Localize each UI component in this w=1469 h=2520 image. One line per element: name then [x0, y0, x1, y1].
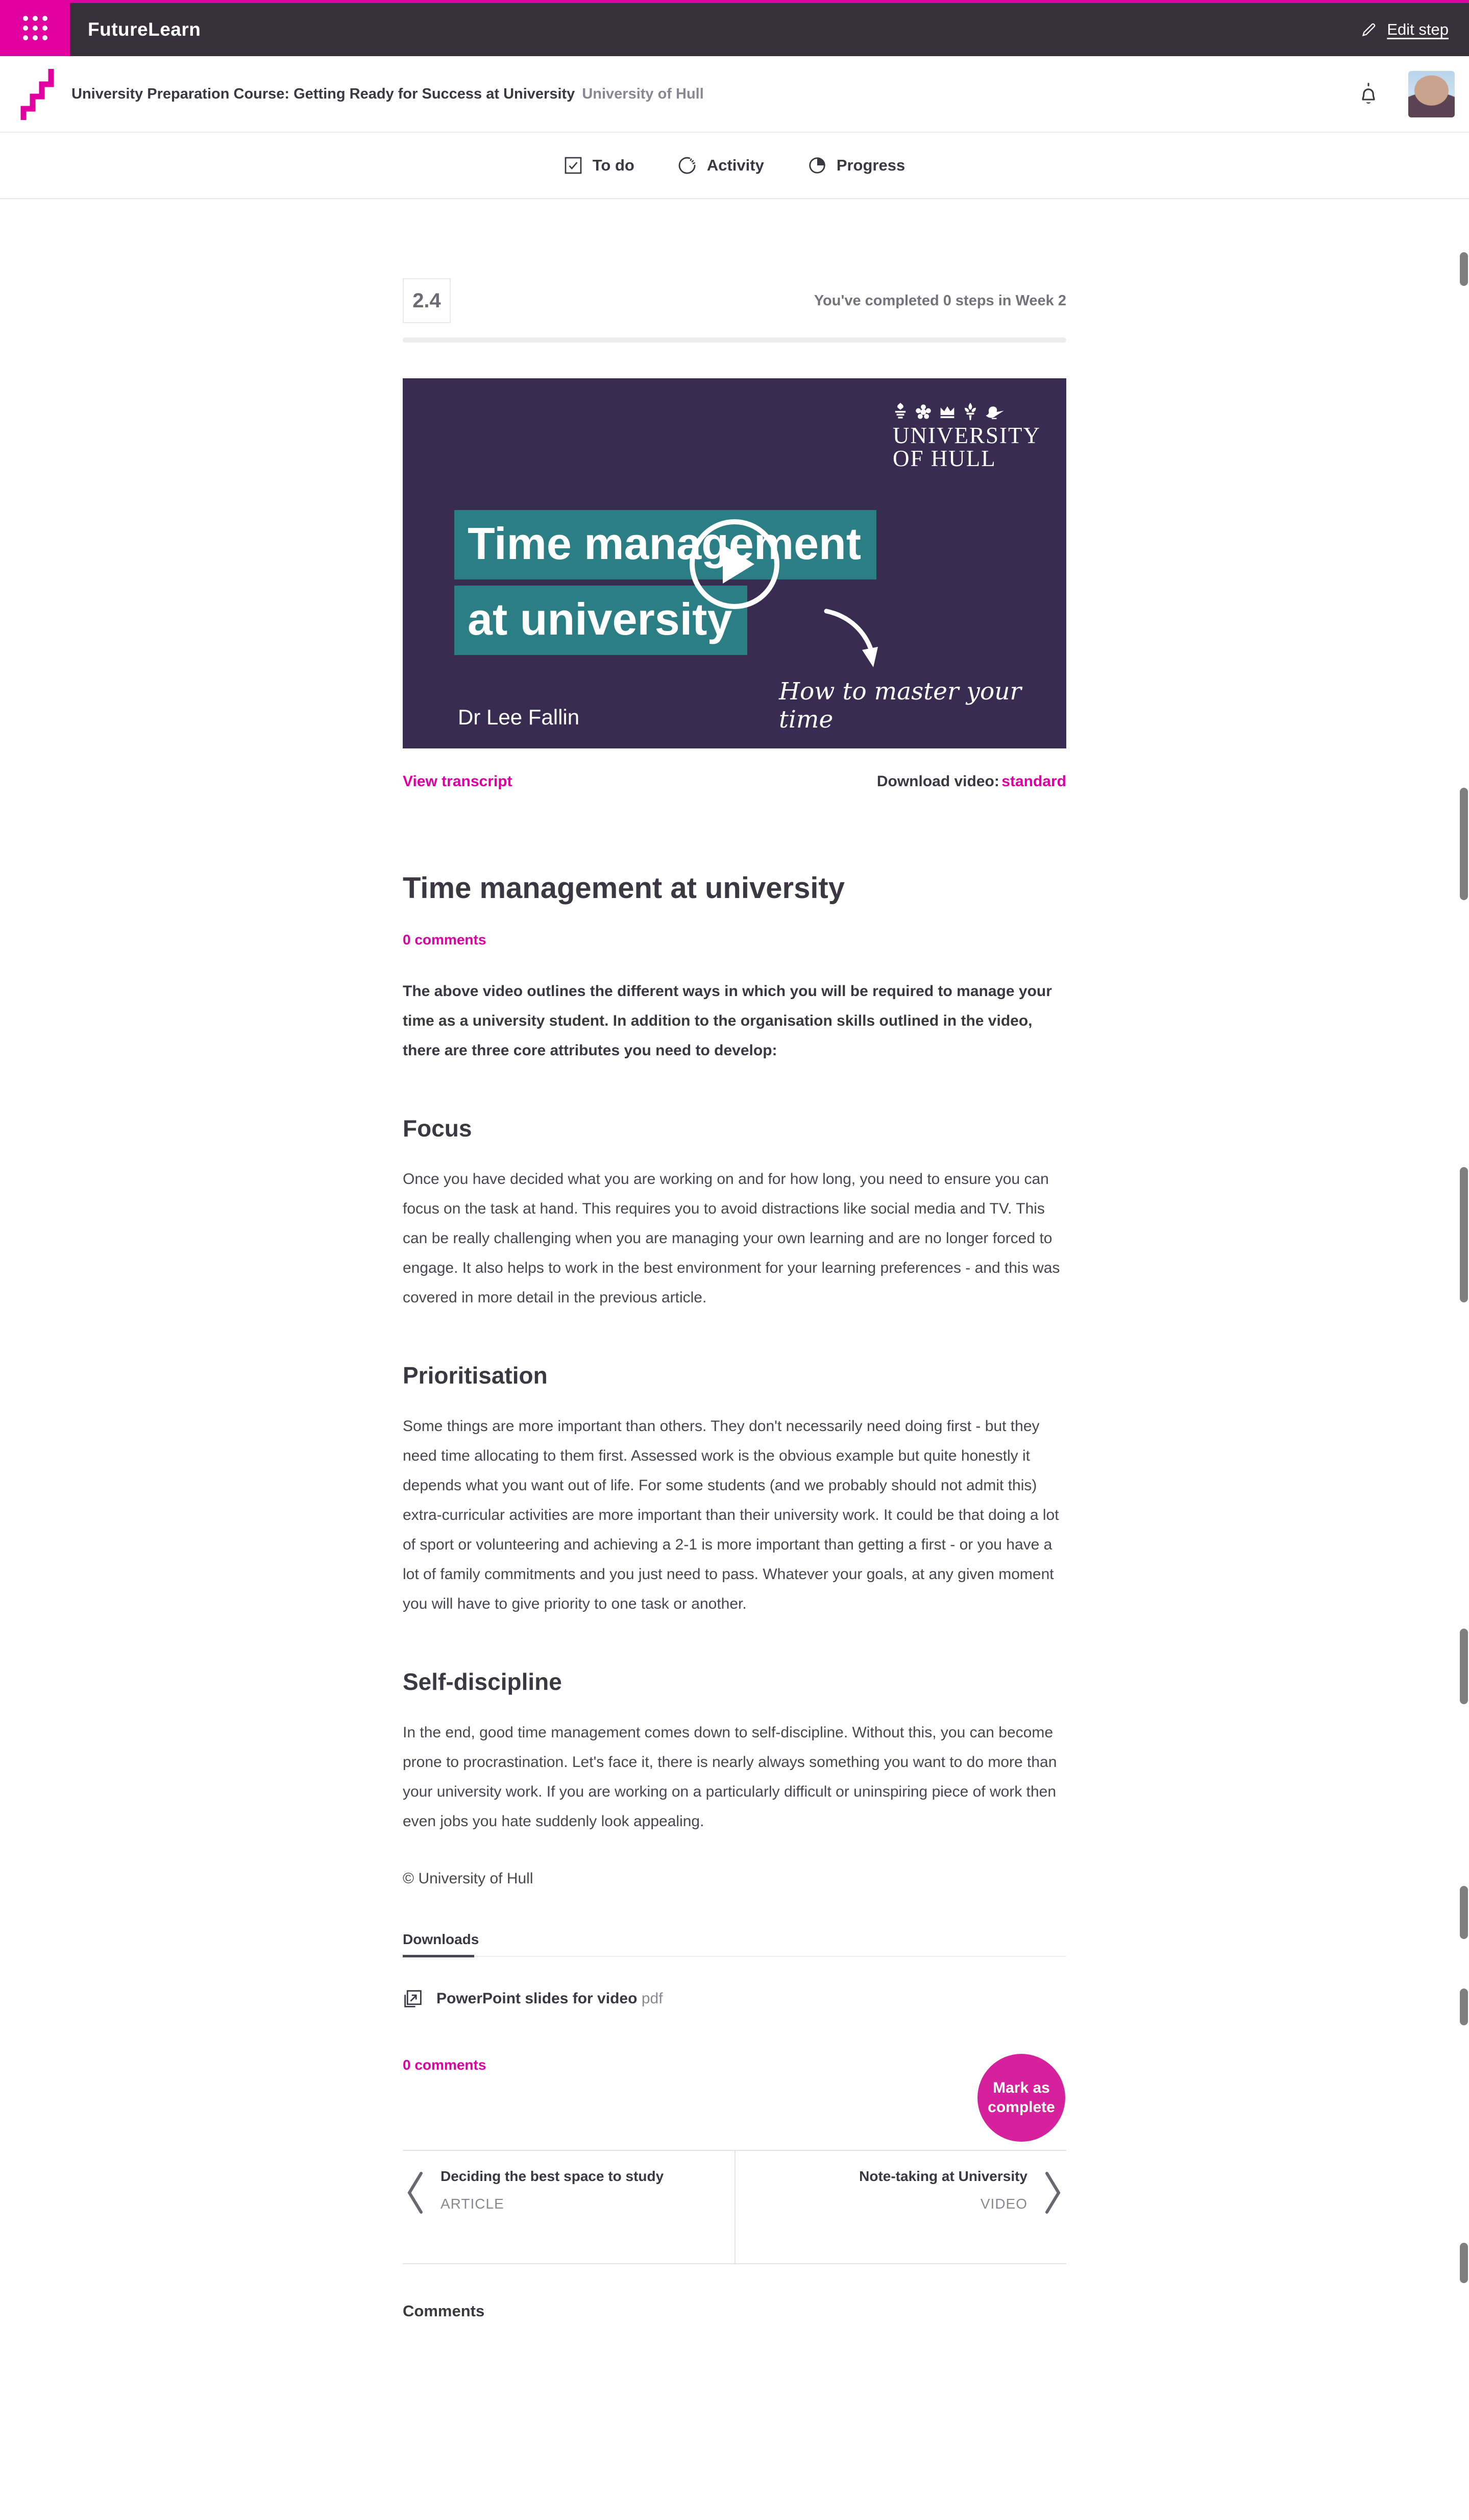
- section-body-focus: Once you have decided what you are working on and for how long, you need to ensure you can focus on the task at hand. This requires you to avoid distractions like social media and TV. This can be really challenging when you are managing your own learning and are no longer forced to engage. It also helps to work in the best environment for your learning preferences - and this was covered in more detail in the previous article.: [403, 1171, 1060, 1306]
- previous-step-link[interactable]: [403, 2151, 734, 2263]
- downloads-heading: Downloads: [403, 1931, 479, 1947]
- download-item-label: PowerPoint slides for video: [436, 1990, 638, 2007]
- hull-crest: [893, 400, 1041, 420]
- section-body-prioritisation: Some things are more important than others. They don't necessarily need doing first - but they need time allocating to them first. Assessed work is the obvious example but quite honestly it depends what you want out of life. For some students (and we probably should not admit this) extra-curricular activities are more important than their university work. It could be that doing a lot of sport or volunteering and achieving a 2-1 is more important than getting a first - or you have a lot of family commitments and you just need to pass. Whatever your goals, at any given moment you will have to give priority to one task or another.: [403, 1418, 1059, 1612]
- hull-logo-line2: OF HULL: [893, 446, 996, 471]
- week-progress-text: You've completed 0 steps in Week 2: [814, 292, 1066, 309]
- futurelearn-wordmark[interactable]: FutureLearn: [88, 19, 201, 40]
- step-tabs: [0, 133, 1469, 199]
- crown-icon: [939, 405, 956, 420]
- next-step-link[interactable]: [734, 2151, 1066, 2263]
- curved-arrow-icon: [822, 607, 889, 673]
- app-launcher-button[interactable]: [0, 0, 70, 56]
- scrollbar-thumb[interactable]: [1460, 788, 1468, 900]
- step-number-badge: 2.4: [403, 278, 451, 323]
- scrollbar-thumb[interactable]: [1460, 2243, 1468, 2283]
- next-step-title: Note-taking at University: [859, 2168, 1027, 2184]
- bird-icon: [985, 405, 1005, 420]
- previous-step-type: ARTICLE: [440, 2196, 504, 2212]
- section-body-self-discipline: In the end, good time management comes down to self-discipline. Without this, you can become prone to procrastination. Let's face it, there is nearly always something you want to do more than your university work. If you are working on a particularly difficult or uninspiring piece of work then even jobs you hate suddenly look appealing.: [403, 1724, 1057, 1830]
- step-pagination: [403, 2150, 1066, 2264]
- completion-row: [403, 2057, 1066, 2148]
- chevron-right-icon: [1044, 2171, 1062, 2214]
- scrollbar-thumb[interactable]: [1460, 1886, 1468, 1939]
- comments-count-link[interactable]: 0 comments: [403, 932, 486, 948]
- todo-checkbox-icon: [564, 156, 582, 175]
- futurelearn-steps-logo: [20, 68, 57, 120]
- comments-count-link-bottom[interactable]: 0 comments: [403, 2057, 486, 2073]
- course-header: [0, 56, 1469, 133]
- copyright-notice: © University of Hull: [403, 1870, 533, 1887]
- section-heading-focus: Focus: [403, 1115, 472, 1142]
- university-of-hull-logo: [893, 400, 1041, 470]
- pencil-icon: [1360, 21, 1378, 38]
- download-item-powerpoint[interactable]: [403, 1989, 1066, 2009]
- scrollbar-thumb[interactable]: [1460, 252, 1468, 286]
- tab-progress[interactable]: Progress: [808, 156, 905, 175]
- video-title-block: [454, 510, 876, 655]
- section-heading-prioritisation: Prioritisation: [403, 1362, 548, 1389]
- scrollbar-thumb[interactable]: [1460, 1167, 1468, 1302]
- video-links-row: [403, 773, 1066, 790]
- mark-as-complete-button[interactable]: Mark as complete: [977, 2054, 1065, 2142]
- hull-logo-line1: UNIVERSITY: [893, 423, 1041, 448]
- article-intro: The above video outlines the different ways in which you will be required to manage your time as a university student. In addition to the organisation skills outlined in the video, there are three core attributes you need to develop:: [403, 983, 1052, 1059]
- play-button[interactable]: [690, 519, 779, 609]
- edit-step-link[interactable]: Edit step: [1360, 20, 1449, 39]
- user-avatar[interactable]: [1408, 71, 1455, 117]
- tab-todo[interactable]: To do: [564, 156, 634, 175]
- downloads-divider: [403, 1956, 1066, 1957]
- step-progress-row: [403, 278, 1066, 323]
- global-topbar: [0, 3, 1469, 56]
- comments-section-heading: Comments: [403, 2302, 485, 2320]
- course-title: University Preparation Course: Getting Ready for Success at University: [71, 85, 575, 102]
- view-transcript-link[interactable]: View transcript: [403, 773, 512, 790]
- course-organisation: University of Hull: [582, 85, 704, 102]
- progress-pie-icon: [808, 156, 826, 175]
- torch-icon: [893, 403, 908, 420]
- video-player[interactable]: [403, 378, 1066, 748]
- apps-grid-icon: [23, 16, 47, 40]
- play-icon: [723, 545, 754, 584]
- previous-step-title: Deciding the best space to study: [440, 2168, 664, 2184]
- rose-icon: [915, 404, 932, 420]
- video-title-line2: at university: [454, 586, 747, 655]
- next-step-type: VIDEO: [980, 2196, 1027, 2212]
- activity-icon: [678, 156, 697, 175]
- page-title: Time management at university: [403, 871, 845, 905]
- video-title-line1: Time management: [454, 510, 876, 579]
- download-video-standard-link[interactable]: standard: [1001, 773, 1066, 790]
- download-video: [877, 773, 1066, 790]
- header-actions: [1357, 71, 1455, 117]
- fleur-de-lis-icon: [963, 403, 977, 420]
- week-progress-bar: [403, 337, 1066, 343]
- bell-icon[interactable]: [1357, 82, 1380, 106]
- video-presenter: Dr Lee Fallin: [458, 705, 580, 729]
- download-item-filetype: pdf: [641, 1990, 663, 2007]
- tab-activity[interactable]: Activity: [678, 156, 764, 175]
- chevron-left-icon: [406, 2171, 424, 2214]
- scrollbar-thumb[interactable]: [1460, 1629, 1468, 1704]
- scrollbar-thumb[interactable]: [1460, 1989, 1468, 2025]
- download-file-icon: [403, 1989, 423, 2009]
- section-heading-self-discipline: Self-discipline: [403, 1668, 562, 1695]
- download-video-label: Download video:: [876, 773, 999, 790]
- video-tagline: How to master your time: [779, 677, 1021, 734]
